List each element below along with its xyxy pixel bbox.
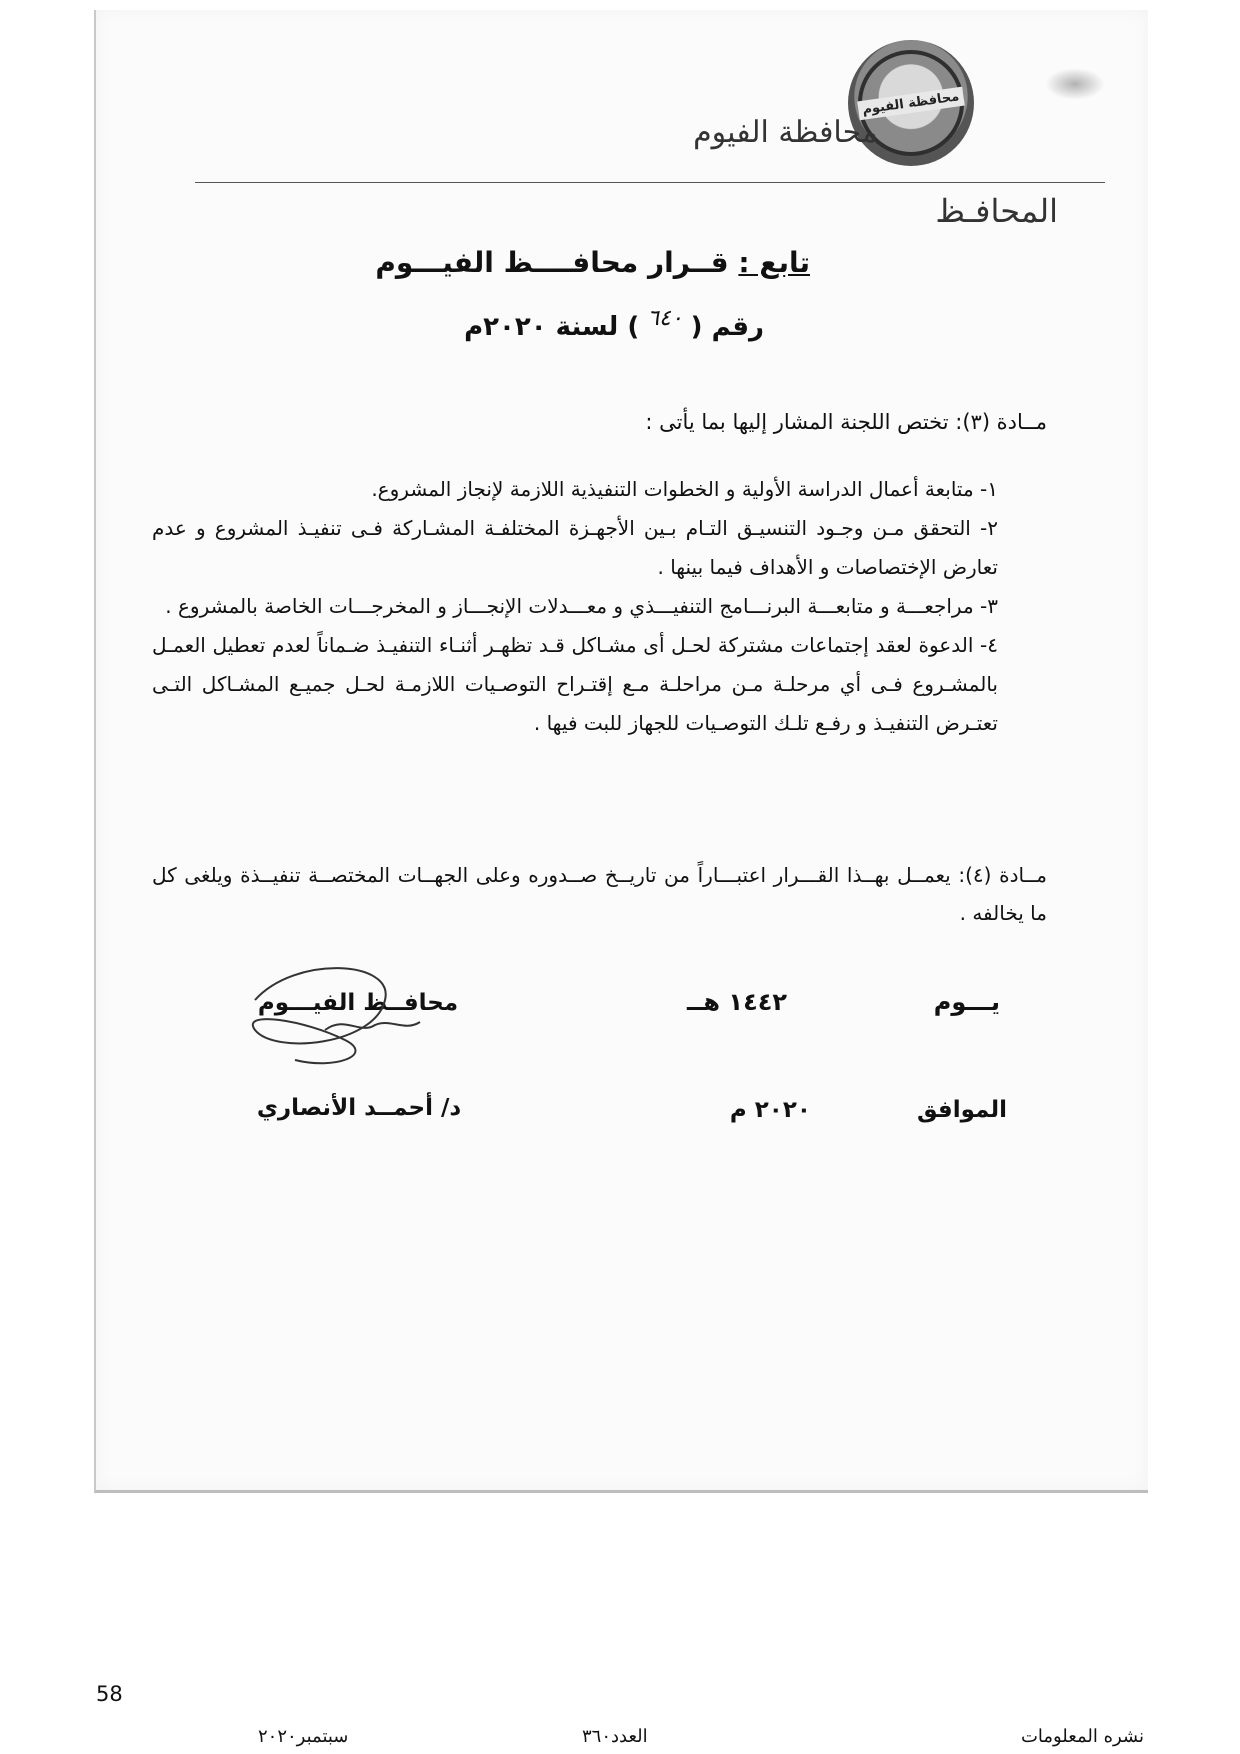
page-number: 58 — [96, 1682, 123, 1706]
footer-publication: نشره المعلومات — [1020, 1726, 1144, 1747]
article-3-intro: مــادة (٣): تختص اللجنة المشار إليها بما يأتى : — [645, 410, 1047, 434]
scan-smudge — [1045, 68, 1105, 100]
decree-number-suffix: ) لسنة ٢٠٢٠م — [464, 312, 640, 342]
article-4: مــادة (٤): يعمــل بهــذا القـــرار اعتبـــاراً من تاريــخ صــدوره وعلى الجهــات المختصــة تنفيــذة ويلغى كل ما يخالفه . — [152, 863, 1047, 925]
article-3-item: ١- متابعة أعمال الدراسة الأولية و الخطوات التنفيذية اللازمة لإنجاز المشروع. — [371, 477, 998, 501]
header-divider — [195, 182, 1105, 183]
gregorian-date-prefix: الموافق — [916, 1097, 1007, 1123]
gregorian-date — [730, 1097, 1007, 1123]
scanned-document-sheet — [94, 10, 1148, 1493]
article-3-items — [152, 470, 998, 743]
article-3-item: ٤- الدعوة لعقد إجتماعات مشتركة لحـل أى مشـاكل قـد تظهـر أثنـاء التنفيـذ ضـماناً لعدم تعطيل العمـل بالمشـروع فـى أي مرحلـة مـن مراحلـة مـع إقتـراح التوصـيات اللازمـة لحـل جميـع المشـاكل التـى تعتـرض التنفيـذ و رفـع تلـك التوصـيات للجهاز للبت فيها . — [152, 633, 998, 735]
decree-number-prefix: رقم ( — [690, 312, 764, 342]
gregorian-date-year: ٢٠٢٠ م — [729, 1097, 811, 1123]
seal-text: محافظة الفيوم — [857, 86, 964, 120]
decree-title — [375, 246, 810, 279]
decree-title-label: تابع : — [738, 246, 810, 279]
footer-issue: العدد٣٦٠ — [582, 1726, 648, 1747]
hijri-date-year: ١٤٤٢ هــ — [687, 988, 788, 1016]
governor-office-label: المحافـظ — [935, 192, 1058, 230]
signatory-name: د/ أحمــد الأنصاري — [256, 1095, 462, 1121]
footer-month: سبتمبر٢٠٢٠ — [258, 1726, 349, 1747]
governorate-header: محافظة الفيوم — [693, 115, 878, 150]
governor-signature — [235, 960, 465, 1080]
signatory-title: محافــظ الفيـــوم — [257, 990, 459, 1016]
hijri-date — [687, 988, 1000, 1016]
article-3-item: ٢- التحقق مـن وجـود التنسيـق التـام بـين الأجهـزة المختلفـة المشـاركة فـى تنفيـذ المشروع و عدم تعارض الإختصاصات و الأهداف فيما بينها . — [152, 516, 998, 579]
decree-title-text: قــرار محافــــظ الفيـــوم — [375, 246, 739, 279]
article-3-item: ٣- مراجعـــة و متابعـــة البرنـــامج التنفيـــذي و معـــدلات الإنجـــاز و المخرجـــات الخاصة بالمشروع . — [165, 594, 998, 618]
decree-number-line — [464, 306, 764, 342]
hijri-date-prefix: يـــوم — [933, 988, 1000, 1016]
decree-number-handwritten: ٦٤٠ — [647, 306, 683, 331]
